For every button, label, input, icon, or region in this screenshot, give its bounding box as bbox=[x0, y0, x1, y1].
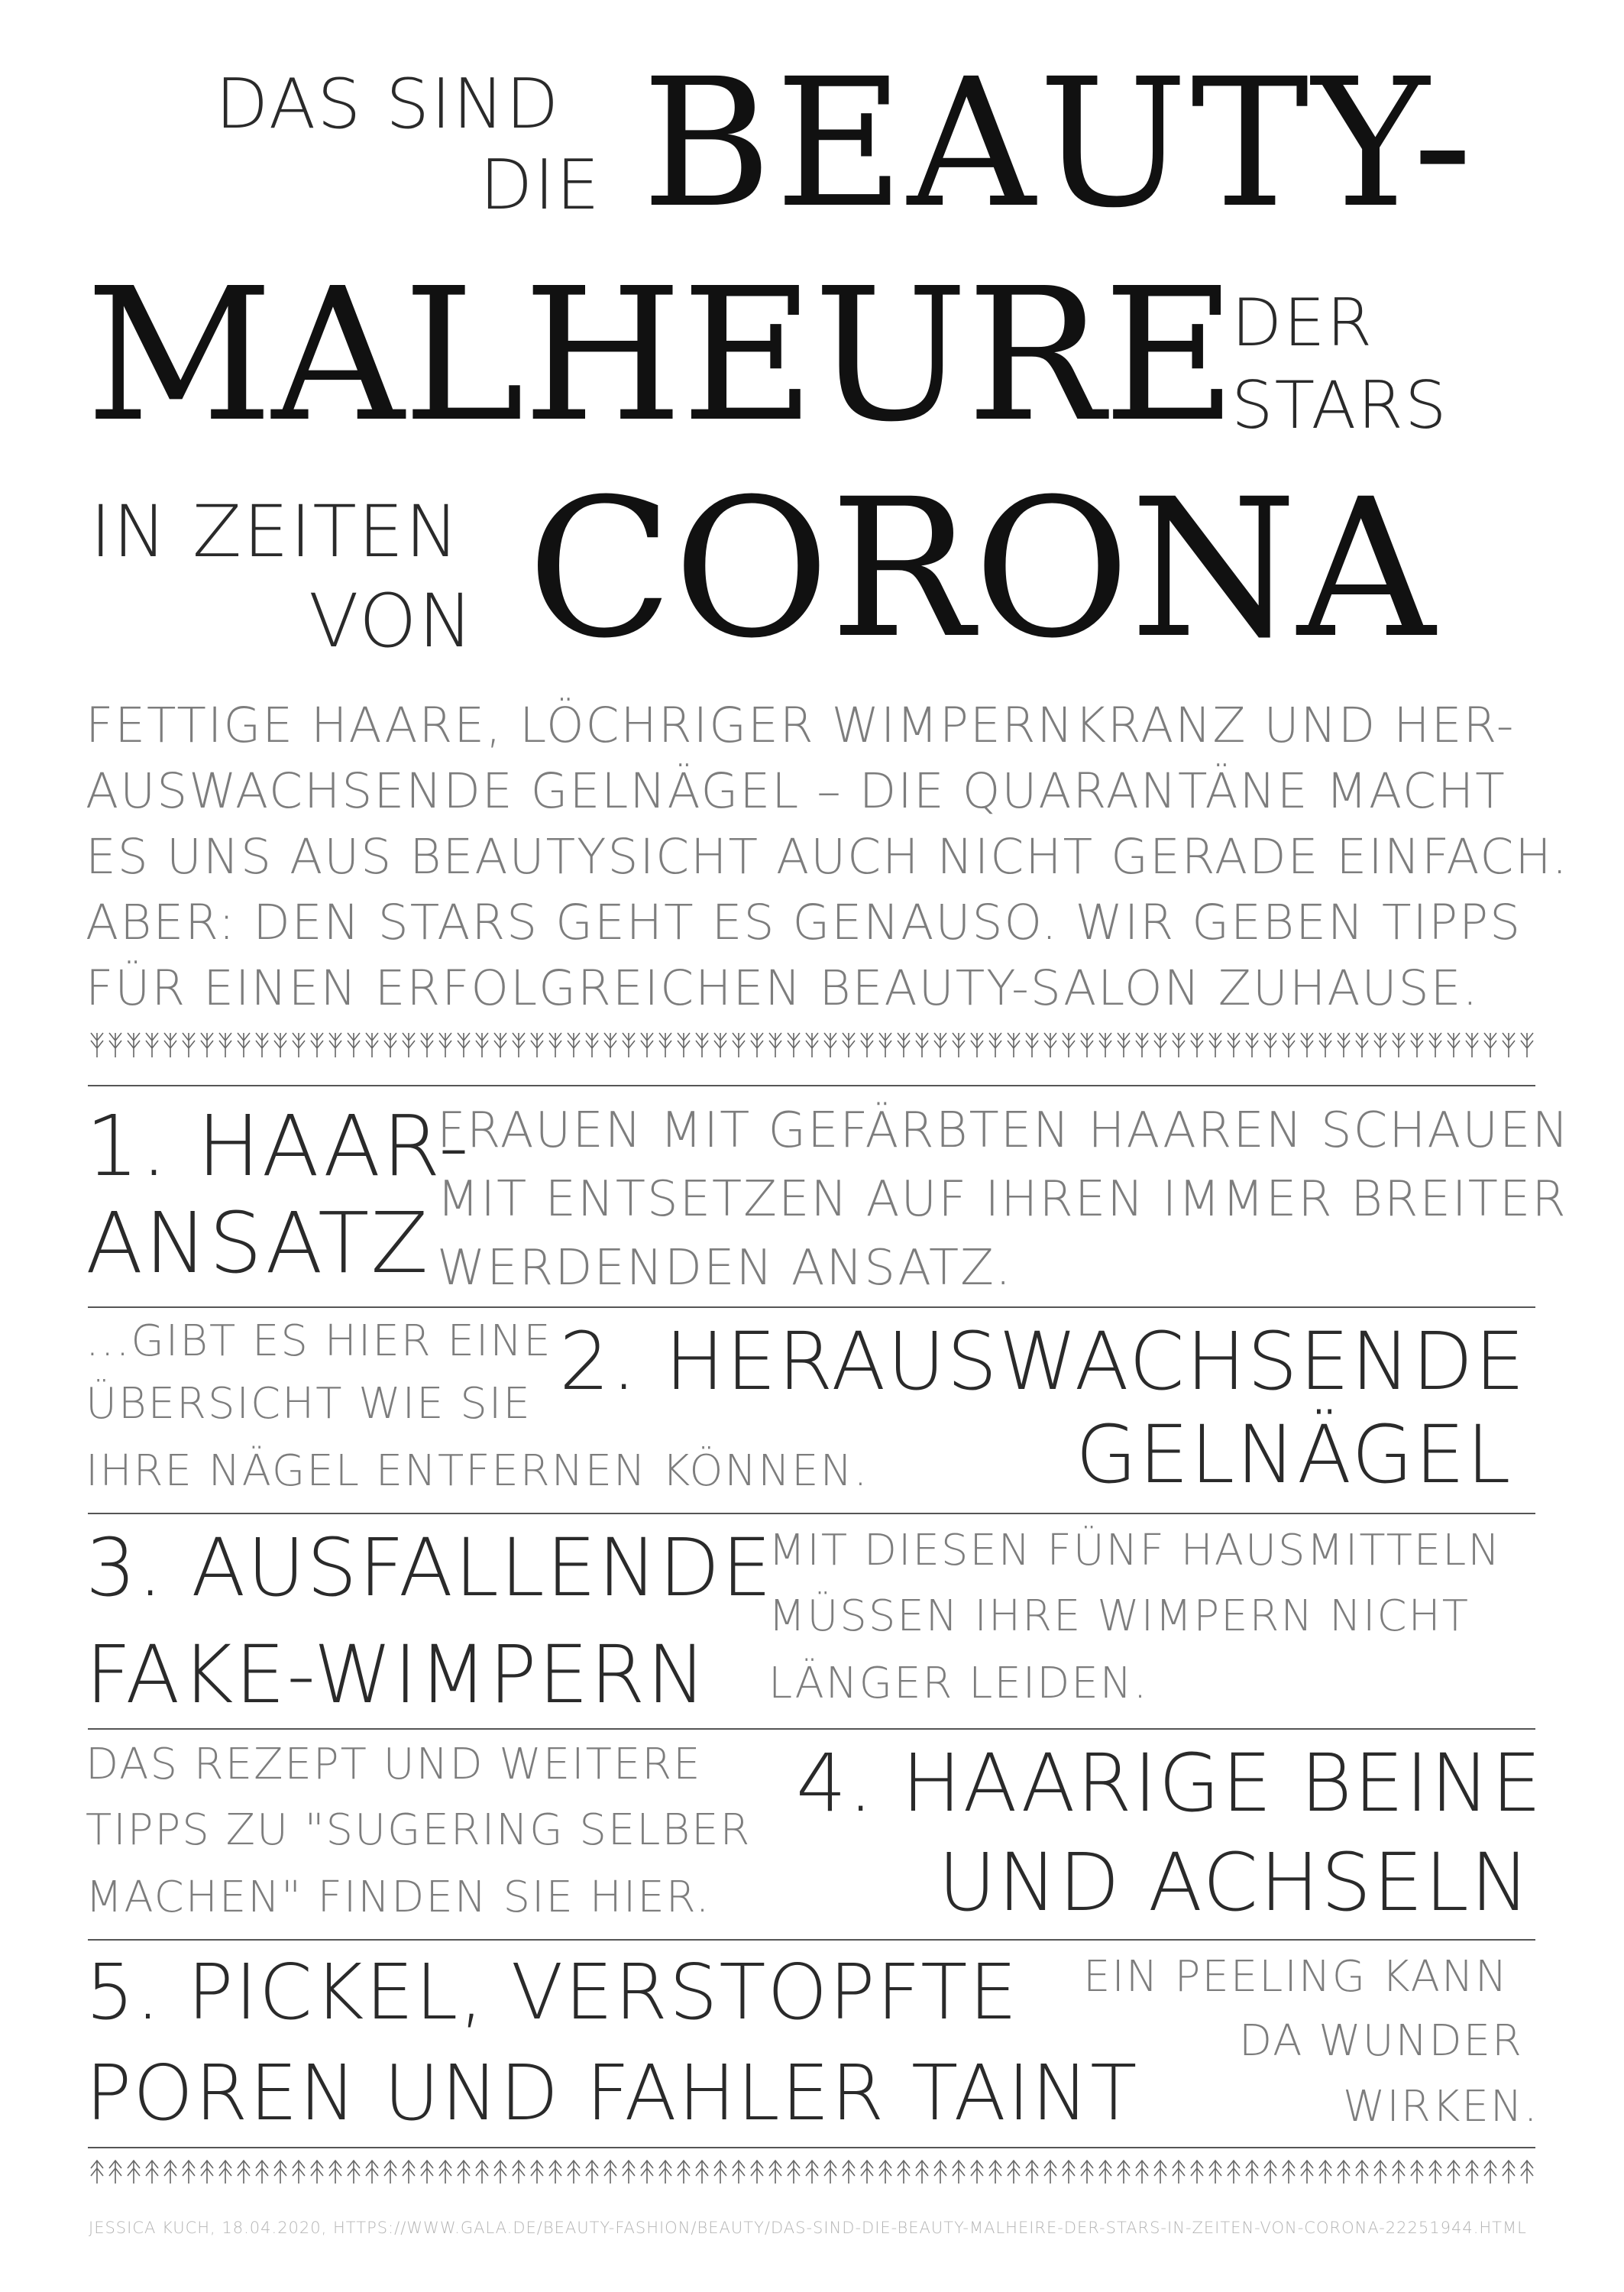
section-2-title: 2. HERAUSWACHSENDE bbox=[559, 1315, 1527, 1408]
intro-line: FETTIGE HAARE, LÖCHRIGER WIMPERNKRANZ UND HER- bbox=[86, 698, 1516, 753]
section-5-title: POREN UND FAHLER TAINT bbox=[86, 2048, 1139, 2138]
divider bbox=[88, 1306, 1535, 1308]
section-4-text: DAS REZEPT UND WEITERE bbox=[86, 1740, 702, 1789]
section-5-text: WIRKEN. bbox=[1343, 2082, 1539, 2132]
headline-stars: STARS bbox=[1231, 367, 1448, 444]
section-2-text: IHRE NÄGEL ENTFERNEN KÖNNEN. bbox=[86, 1446, 869, 1496]
divider bbox=[88, 1513, 1535, 1514]
section-2-text: ÜBERSICHT WIE SIE bbox=[86, 1379, 532, 1429]
section-3-title: FAKE-WIMPERN bbox=[86, 1628, 708, 1721]
section-1-title: 1. HAAR- bbox=[86, 1097, 471, 1195]
section-3-text: MÜSSEN IHRE WIMPERN NICHT bbox=[768, 1591, 1470, 1641]
section-5-text: EIN PEELING KANN bbox=[1083, 1952, 1509, 2002]
divider bbox=[88, 1728, 1535, 1730]
section-5-text: DA WUNDER bbox=[1239, 2016, 1523, 2066]
section-2-text: ...GIBT ES HIER EINE bbox=[86, 1316, 552, 1366]
section-4-title: 4. HAARIGE BEINE bbox=[796, 1737, 1543, 1830]
section-1-title: ANSATZ bbox=[86, 1194, 430, 1292]
intro-line: FÜR EINEN ERFOLGREICHEN BEAUTY-SALON ZUHAUSE. bbox=[86, 960, 1480, 1016]
section-4-text: MACHEN" FINDEN SIE HIER. bbox=[86, 1873, 711, 1922]
intro-line: ES UNS AUS BEAUTYSICHT AUCH NICHT GERADE EINFACH. bbox=[86, 829, 1569, 885]
section-1-text: MIT ENTSETZEN AUF IHREN IMMER BREITER bbox=[437, 1171, 1567, 1228]
divider bbox=[88, 2147, 1535, 2148]
headline-beauty: BEAUTY- bbox=[642, 40, 1476, 247]
headline-das-sind: DAS SIND bbox=[215, 64, 561, 144]
divider bbox=[88, 1085, 1535, 1086]
section-5-title: 5. PICKEL, VERSTOPFTE bbox=[86, 1947, 1019, 2037]
headline-die: DIE bbox=[480, 145, 601, 225]
headline-in-zeiten: IN ZEITEN bbox=[90, 490, 461, 574]
section-3-text: LÄNGER LEIDEN. bbox=[768, 1659, 1149, 1708]
section-4-title: UND ACHSELN bbox=[938, 1836, 1532, 1929]
section-3-title: 3. AUSFALLENDE bbox=[86, 1521, 774, 1614]
section-2-title: GELNÄGEL bbox=[1076, 1408, 1512, 1501]
intro-line: AUSWACHSENDE GELNÄGEL – DIE QUARANTÄNE MACHT bbox=[86, 763, 1506, 819]
footer-credit: JESSICA KUCH, 18.04.2020, HTTPS://WWW.GALA.DE/BEAUTY-FASHION/BEAUTY/DAS-SIND-DIE-BEAUTY-MALHEIRE-DER-STARS-IN-ZEITEN-VON-CORONA-22251944.HTML bbox=[89, 2219, 1527, 2237]
headline-corona: CORONA bbox=[527, 458, 1435, 680]
headline-malheure: MALHEURE bbox=[86, 248, 1236, 462]
headline-von: VON bbox=[309, 578, 475, 664]
intro-line: ABER: DEN STARS GEHT ES GENAUSO. WIR GEBEN TIPPS bbox=[86, 895, 1522, 950]
headline-der: DER bbox=[1231, 285, 1374, 361]
arrow-ornament-top-icon bbox=[88, 1030, 1535, 1060]
section-1-text: FRAUEN MIT GEFÄRBTEN HAAREN SCHAUEN bbox=[437, 1102, 1571, 1159]
section-3-text: MIT DIESEN FÜNF HAUSMITTELN bbox=[768, 1526, 1502, 1575]
section-4-text: TIPPS ZU "SUGERING SELBER bbox=[86, 1805, 752, 1855]
divider bbox=[88, 1939, 1535, 1941]
section-1-text: WERDENDEN ANSATZ. bbox=[437, 1240, 1013, 1297]
arrow-ornament-bottom-icon bbox=[88, 2158, 1535, 2185]
